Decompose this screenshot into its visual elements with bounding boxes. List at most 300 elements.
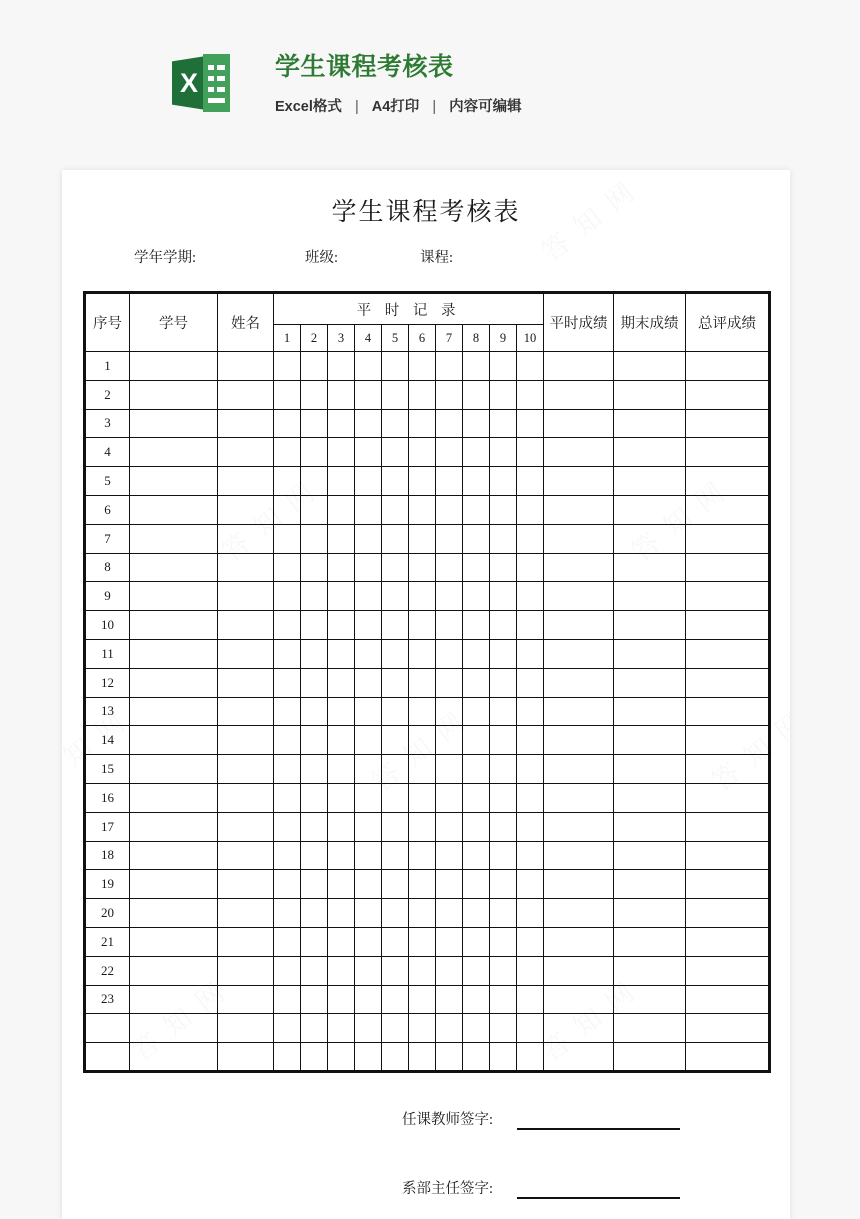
record-cell-7[interactable] (436, 841, 463, 870)
record-cell-5[interactable] (382, 1043, 409, 1072)
record-cell-2[interactable] (301, 495, 328, 524)
record-cell-2[interactable] (301, 1014, 328, 1043)
final-score-cell[interactable] (614, 1014, 686, 1043)
total-score-cell[interactable] (686, 783, 770, 812)
record-cell-3[interactable] (328, 899, 355, 928)
student-id-cell[interactable] (130, 726, 218, 755)
record-cell-5[interactable] (382, 783, 409, 812)
usual-score-cell[interactable] (544, 1014, 614, 1043)
student-id-cell[interactable] (130, 812, 218, 841)
record-cell-5[interactable] (382, 697, 409, 726)
final-score-cell[interactable] (614, 467, 686, 496)
student-id-cell[interactable] (130, 639, 218, 668)
record-cell-4[interactable] (355, 956, 382, 985)
record-cell-8[interactable] (463, 524, 490, 553)
record-cell-8[interactable] (463, 1043, 490, 1072)
record-cell-7[interactable] (436, 409, 463, 438)
record-cell-4[interactable] (355, 985, 382, 1014)
student-id-cell[interactable] (130, 668, 218, 697)
record-cell-10[interactable] (517, 524, 544, 553)
final-score-cell[interactable] (614, 668, 686, 697)
record-cell-8[interactable] (463, 726, 490, 755)
record-cell-5[interactable] (382, 956, 409, 985)
name-cell[interactable] (218, 783, 274, 812)
total-score-cell[interactable] (686, 380, 770, 409)
record-cell-1[interactable] (274, 985, 301, 1014)
total-score-cell[interactable] (686, 352, 770, 381)
record-cell-4[interactable] (355, 841, 382, 870)
final-score-cell[interactable] (614, 495, 686, 524)
student-id-cell[interactable] (130, 870, 218, 899)
record-cell-9[interactable] (490, 668, 517, 697)
name-cell[interactable] (218, 352, 274, 381)
final-score-cell[interactable] (614, 380, 686, 409)
final-score-cell[interactable] (614, 899, 686, 928)
record-cell-6[interactable] (409, 495, 436, 524)
record-cell-9[interactable] (490, 495, 517, 524)
record-cell-4[interactable] (355, 927, 382, 956)
record-cell-2[interactable] (301, 668, 328, 697)
record-cell-9[interactable] (490, 956, 517, 985)
record-cell-2[interactable] (301, 611, 328, 640)
record-cell-10[interactable] (517, 495, 544, 524)
total-score-cell[interactable] (686, 582, 770, 611)
record-cell-2[interactable] (301, 524, 328, 553)
record-cell-4[interactable] (355, 668, 382, 697)
total-score-cell[interactable] (686, 726, 770, 755)
record-cell-4[interactable] (355, 755, 382, 784)
record-cell-2[interactable] (301, 985, 328, 1014)
record-cell-5[interactable] (382, 1014, 409, 1043)
record-cell-7[interactable] (436, 495, 463, 524)
record-cell-7[interactable] (436, 783, 463, 812)
record-cell-9[interactable] (490, 812, 517, 841)
record-cell-5[interactable] (382, 380, 409, 409)
usual-score-cell[interactable] (544, 409, 614, 438)
record-cell-10[interactable] (517, 380, 544, 409)
record-cell-6[interactable] (409, 380, 436, 409)
name-cell[interactable] (218, 639, 274, 668)
record-cell-5[interactable] (382, 409, 409, 438)
record-cell-10[interactable] (517, 870, 544, 899)
total-score-cell[interactable] (686, 841, 770, 870)
student-id-cell[interactable] (130, 841, 218, 870)
record-cell-10[interactable] (517, 985, 544, 1014)
record-cell-1[interactable] (274, 841, 301, 870)
final-score-cell[interactable] (614, 755, 686, 784)
record-cell-9[interactable] (490, 524, 517, 553)
record-cell-8[interactable] (463, 409, 490, 438)
usual-score-cell[interactable] (544, 380, 614, 409)
record-cell-2[interactable] (301, 899, 328, 928)
student-id-cell[interactable] (130, 553, 218, 582)
name-cell[interactable] (218, 812, 274, 841)
record-cell-9[interactable] (490, 438, 517, 467)
student-id-cell[interactable] (130, 985, 218, 1014)
final-score-cell[interactable] (614, 524, 686, 553)
total-score-cell[interactable] (686, 553, 770, 582)
record-cell-3[interactable] (328, 380, 355, 409)
record-cell-3[interactable] (328, 582, 355, 611)
record-cell-7[interactable] (436, 956, 463, 985)
usual-score-cell[interactable] (544, 1043, 614, 1072)
record-cell-7[interactable] (436, 927, 463, 956)
record-cell-1[interactable] (274, 783, 301, 812)
usual-score-cell[interactable] (544, 467, 614, 496)
record-cell-5[interactable] (382, 467, 409, 496)
record-cell-10[interactable] (517, 467, 544, 496)
record-cell-7[interactable] (436, 352, 463, 381)
record-cell-9[interactable] (490, 611, 517, 640)
record-cell-6[interactable] (409, 582, 436, 611)
record-cell-9[interactable] (490, 841, 517, 870)
total-score-cell[interactable] (686, 1043, 770, 1072)
usual-score-cell[interactable] (544, 639, 614, 668)
total-score-cell[interactable] (686, 755, 770, 784)
student-id-cell[interactable] (130, 956, 218, 985)
record-cell-1[interactable] (274, 438, 301, 467)
record-cell-3[interactable] (328, 611, 355, 640)
record-cell-7[interactable] (436, 639, 463, 668)
record-cell-9[interactable] (490, 697, 517, 726)
record-cell-4[interactable] (355, 553, 382, 582)
record-cell-10[interactable] (517, 611, 544, 640)
record-cell-5[interactable] (382, 668, 409, 697)
usual-score-cell[interactable] (544, 726, 614, 755)
record-cell-3[interactable] (328, 956, 355, 985)
record-cell-1[interactable] (274, 495, 301, 524)
record-cell-8[interactable] (463, 927, 490, 956)
record-cell-5[interactable] (382, 352, 409, 381)
record-cell-7[interactable] (436, 524, 463, 553)
usual-score-cell[interactable] (544, 582, 614, 611)
record-cell-3[interactable] (328, 1043, 355, 1072)
record-cell-8[interactable] (463, 352, 490, 381)
record-cell-8[interactable] (463, 697, 490, 726)
student-id-cell[interactable] (130, 409, 218, 438)
record-cell-1[interactable] (274, 812, 301, 841)
usual-score-cell[interactable] (544, 783, 614, 812)
record-cell-10[interactable] (517, 697, 544, 726)
student-id-cell[interactable] (130, 380, 218, 409)
record-cell-5[interactable] (382, 582, 409, 611)
final-score-cell[interactable] (614, 812, 686, 841)
record-cell-6[interactable] (409, 524, 436, 553)
record-cell-1[interactable] (274, 524, 301, 553)
record-cell-3[interactable] (328, 495, 355, 524)
record-cell-8[interactable] (463, 841, 490, 870)
record-cell-4[interactable] (355, 697, 382, 726)
record-cell-3[interactable] (328, 438, 355, 467)
record-cell-2[interactable] (301, 582, 328, 611)
record-cell-7[interactable] (436, 985, 463, 1014)
name-cell[interactable] (218, 582, 274, 611)
record-cell-8[interactable] (463, 668, 490, 697)
record-cell-1[interactable] (274, 611, 301, 640)
record-cell-1[interactable] (274, 956, 301, 985)
record-cell-1[interactable] (274, 1014, 301, 1043)
record-cell-3[interactable] (328, 985, 355, 1014)
final-score-cell[interactable] (614, 639, 686, 668)
record-cell-7[interactable] (436, 668, 463, 697)
record-cell-4[interactable] (355, 870, 382, 899)
record-cell-3[interactable] (328, 841, 355, 870)
record-cell-6[interactable] (409, 1014, 436, 1043)
record-cell-9[interactable] (490, 1043, 517, 1072)
record-cell-5[interactable] (382, 726, 409, 755)
record-cell-1[interactable] (274, 352, 301, 381)
record-cell-3[interactable] (328, 639, 355, 668)
record-cell-8[interactable] (463, 438, 490, 467)
record-cell-7[interactable] (436, 1014, 463, 1043)
record-cell-1[interactable] (274, 927, 301, 956)
record-cell-7[interactable] (436, 467, 463, 496)
record-cell-5[interactable] (382, 553, 409, 582)
record-cell-7[interactable] (436, 755, 463, 784)
record-cell-7[interactable] (436, 726, 463, 755)
record-cell-10[interactable] (517, 1014, 544, 1043)
record-cell-2[interactable] (301, 812, 328, 841)
total-score-cell[interactable] (686, 697, 770, 726)
record-cell-6[interactable] (409, 467, 436, 496)
record-cell-7[interactable] (436, 697, 463, 726)
record-cell-1[interactable] (274, 1043, 301, 1072)
usual-score-cell[interactable] (544, 870, 614, 899)
record-cell-7[interactable] (436, 899, 463, 928)
record-cell-8[interactable] (463, 985, 490, 1014)
final-score-cell[interactable] (614, 553, 686, 582)
name-cell[interactable] (218, 985, 274, 1014)
name-cell[interactable] (218, 1043, 274, 1072)
usual-score-cell[interactable] (544, 352, 614, 381)
student-id-cell[interactable] (130, 467, 218, 496)
record-cell-9[interactable] (490, 726, 517, 755)
record-cell-10[interactable] (517, 812, 544, 841)
name-cell[interactable] (218, 956, 274, 985)
record-cell-6[interactable] (409, 438, 436, 467)
record-cell-7[interactable] (436, 380, 463, 409)
record-cell-6[interactable] (409, 553, 436, 582)
final-score-cell[interactable] (614, 409, 686, 438)
student-id-cell[interactable] (130, 783, 218, 812)
name-cell[interactable] (218, 899, 274, 928)
record-cell-10[interactable] (517, 668, 544, 697)
total-score-cell[interactable] (686, 495, 770, 524)
record-cell-8[interactable] (463, 553, 490, 582)
total-score-cell[interactable] (686, 668, 770, 697)
student-id-cell[interactable] (130, 524, 218, 553)
total-score-cell[interactable] (686, 467, 770, 496)
record-cell-3[interactable] (328, 553, 355, 582)
usual-score-cell[interactable] (544, 553, 614, 582)
record-cell-2[interactable] (301, 380, 328, 409)
record-cell-1[interactable] (274, 899, 301, 928)
record-cell-9[interactable] (490, 899, 517, 928)
record-cell-9[interactable] (490, 352, 517, 381)
record-cell-1[interactable] (274, 380, 301, 409)
total-score-cell[interactable] (686, 438, 770, 467)
record-cell-1[interactable] (274, 870, 301, 899)
record-cell-4[interactable] (355, 726, 382, 755)
record-cell-2[interactable] (301, 927, 328, 956)
record-cell-6[interactable] (409, 611, 436, 640)
record-cell-4[interactable] (355, 524, 382, 553)
record-cell-2[interactable] (301, 783, 328, 812)
record-cell-5[interactable] (382, 841, 409, 870)
record-cell-4[interactable] (355, 438, 382, 467)
record-cell-1[interactable] (274, 668, 301, 697)
final-score-cell[interactable] (614, 870, 686, 899)
record-cell-4[interactable] (355, 467, 382, 496)
record-cell-2[interactable] (301, 841, 328, 870)
record-cell-5[interactable] (382, 639, 409, 668)
record-cell-4[interactable] (355, 1014, 382, 1043)
record-cell-10[interactable] (517, 352, 544, 381)
record-cell-9[interactable] (490, 1014, 517, 1043)
final-score-cell[interactable] (614, 956, 686, 985)
total-score-cell[interactable] (686, 1014, 770, 1043)
record-cell-9[interactable] (490, 582, 517, 611)
record-cell-1[interactable] (274, 409, 301, 438)
name-cell[interactable] (218, 467, 274, 496)
total-score-cell[interactable] (686, 870, 770, 899)
record-cell-3[interactable] (328, 352, 355, 381)
name-cell[interactable] (218, 1014, 274, 1043)
usual-score-cell[interactable] (544, 956, 614, 985)
record-cell-1[interactable] (274, 639, 301, 668)
record-cell-2[interactable] (301, 409, 328, 438)
record-cell-3[interactable] (328, 524, 355, 553)
student-id-cell[interactable] (130, 495, 218, 524)
usual-score-cell[interactable] (544, 812, 614, 841)
record-cell-6[interactable] (409, 783, 436, 812)
record-cell-3[interactable] (328, 1014, 355, 1043)
record-cell-8[interactable] (463, 495, 490, 524)
total-score-cell[interactable] (686, 639, 770, 668)
record-cell-8[interactable] (463, 380, 490, 409)
usual-score-cell[interactable] (544, 697, 614, 726)
usual-score-cell[interactable] (544, 438, 614, 467)
record-cell-6[interactable] (409, 639, 436, 668)
name-cell[interactable] (218, 611, 274, 640)
record-cell-4[interactable] (355, 582, 382, 611)
record-cell-10[interactable] (517, 755, 544, 784)
record-cell-7[interactable] (436, 870, 463, 899)
record-cell-5[interactable] (382, 812, 409, 841)
student-id-cell[interactable] (130, 1043, 218, 1072)
name-cell[interactable] (218, 524, 274, 553)
record-cell-6[interactable] (409, 841, 436, 870)
record-cell-3[interactable] (328, 697, 355, 726)
record-cell-1[interactable] (274, 582, 301, 611)
record-cell-1[interactable] (274, 697, 301, 726)
final-score-cell[interactable] (614, 726, 686, 755)
record-cell-4[interactable] (355, 1043, 382, 1072)
record-cell-8[interactable] (463, 467, 490, 496)
record-cell-9[interactable] (490, 755, 517, 784)
teacher-signature-line[interactable] (517, 1128, 680, 1130)
record-cell-3[interactable] (328, 467, 355, 496)
student-id-cell[interactable] (130, 611, 218, 640)
record-cell-9[interactable] (490, 553, 517, 582)
record-cell-8[interactable] (463, 812, 490, 841)
record-cell-6[interactable] (409, 668, 436, 697)
usual-score-cell[interactable] (544, 755, 614, 784)
record-cell-9[interactable] (490, 783, 517, 812)
final-score-cell[interactable] (614, 783, 686, 812)
record-cell-3[interactable] (328, 668, 355, 697)
name-cell[interactable] (218, 495, 274, 524)
department-head-signature-line[interactable] (517, 1197, 680, 1199)
record-cell-4[interactable] (355, 380, 382, 409)
record-cell-3[interactable] (328, 409, 355, 438)
final-score-cell[interactable] (614, 697, 686, 726)
final-score-cell[interactable] (614, 352, 686, 381)
record-cell-5[interactable] (382, 524, 409, 553)
record-cell-6[interactable] (409, 755, 436, 784)
record-cell-3[interactable] (328, 812, 355, 841)
record-cell-9[interactable] (490, 639, 517, 668)
record-cell-6[interactable] (409, 1043, 436, 1072)
record-cell-8[interactable] (463, 870, 490, 899)
record-cell-6[interactable] (409, 726, 436, 755)
usual-score-cell[interactable] (544, 668, 614, 697)
record-cell-6[interactable] (409, 812, 436, 841)
name-cell[interactable] (218, 553, 274, 582)
record-cell-2[interactable] (301, 553, 328, 582)
record-cell-1[interactable] (274, 553, 301, 582)
record-cell-7[interactable] (436, 582, 463, 611)
record-cell-10[interactable] (517, 1043, 544, 1072)
record-cell-5[interactable] (382, 870, 409, 899)
record-cell-3[interactable] (328, 927, 355, 956)
record-cell-6[interactable] (409, 697, 436, 726)
total-score-cell[interactable] (686, 985, 770, 1014)
record-cell-8[interactable] (463, 755, 490, 784)
name-cell[interactable] (218, 668, 274, 697)
record-cell-1[interactable] (274, 467, 301, 496)
name-cell[interactable] (218, 726, 274, 755)
record-cell-4[interactable] (355, 409, 382, 438)
student-id-cell[interactable] (130, 582, 218, 611)
final-score-cell[interactable] (614, 841, 686, 870)
record-cell-1[interactable] (274, 726, 301, 755)
record-cell-2[interactable] (301, 467, 328, 496)
name-cell[interactable] (218, 870, 274, 899)
record-cell-8[interactable] (463, 899, 490, 928)
record-cell-4[interactable] (355, 783, 382, 812)
name-cell[interactable] (218, 438, 274, 467)
record-cell-2[interactable] (301, 1043, 328, 1072)
record-cell-4[interactable] (355, 495, 382, 524)
record-cell-6[interactable] (409, 985, 436, 1014)
record-cell-10[interactable] (517, 553, 544, 582)
usual-score-cell[interactable] (544, 927, 614, 956)
record-cell-3[interactable] (328, 726, 355, 755)
record-cell-9[interactable] (490, 985, 517, 1014)
student-id-cell[interactable] (130, 1014, 218, 1043)
record-cell-10[interactable] (517, 582, 544, 611)
record-cell-4[interactable] (355, 812, 382, 841)
name-cell[interactable] (218, 927, 274, 956)
record-cell-10[interactable] (517, 639, 544, 668)
record-cell-4[interactable] (355, 352, 382, 381)
record-cell-9[interactable] (490, 409, 517, 438)
total-score-cell[interactable] (686, 524, 770, 553)
record-cell-10[interactable] (517, 438, 544, 467)
record-cell-4[interactable] (355, 611, 382, 640)
final-score-cell[interactable] (614, 611, 686, 640)
